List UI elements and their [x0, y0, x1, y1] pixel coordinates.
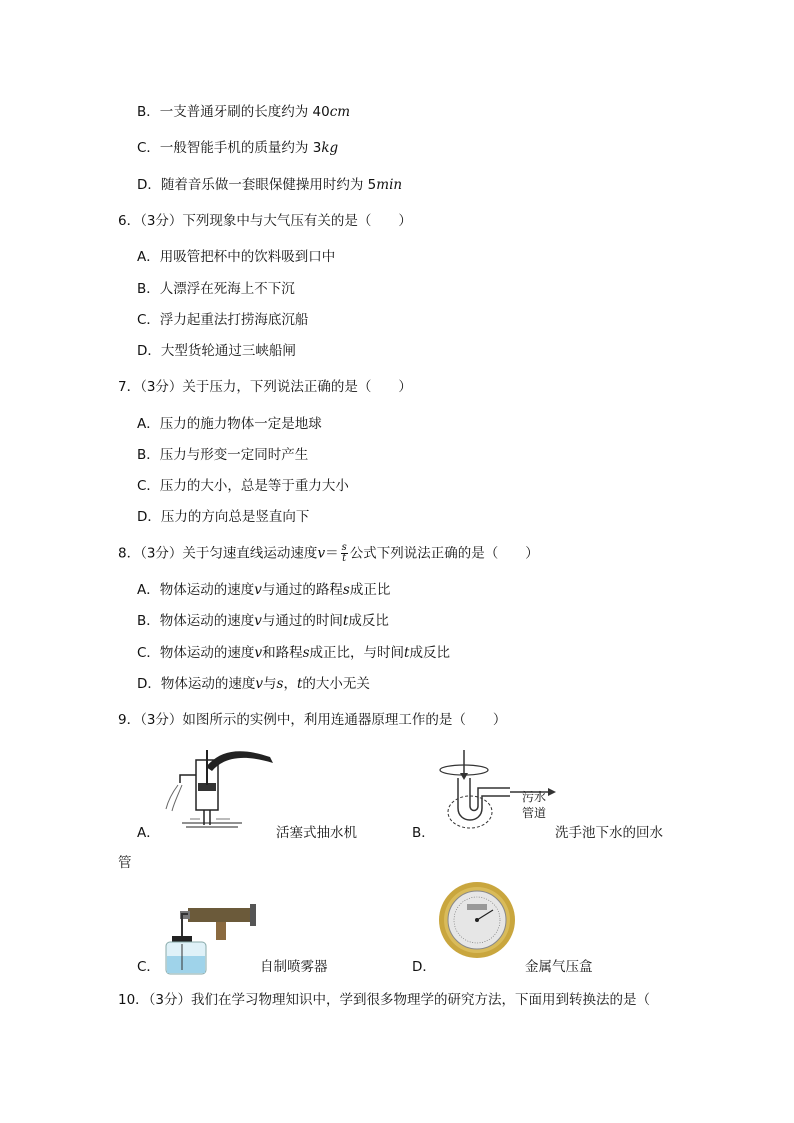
q9-option-b-caption: 洗手池下水的回水 [555, 825, 663, 841]
q5-option-d-unit: min [376, 177, 403, 193]
q5-option-d [137, 176, 402, 194]
q8-b-t1: 与通过的时间 [261, 613, 343, 629]
q8-c-t1: 和路程 [262, 645, 303, 661]
q9-stem: 9．（3分）如图所示的实例中，利用连通器原理工作的是（ ） [118, 712, 507, 728]
q8-a-t0: A．物体运动的速度 [137, 582, 255, 598]
q10-stem: 10．（3分）我们在学习物理知识中，学到很多物理学的研究方法，下面用到转换法的是（ [118, 992, 651, 1008]
q8-formula-eq: ＝ [325, 545, 339, 562]
q7-option-c: C．压力的大小，总是等于重力大小 [137, 478, 349, 494]
sink-fig-label-2: 管道 [522, 806, 547, 820]
q8-formula-denominator: t [342, 553, 347, 564]
q5-option-c-unit: kg [321, 140, 339, 156]
q8-a-s: s [342, 582, 350, 598]
q8-c-t0: C．物体运动的速度 [137, 645, 255, 661]
q8-d-t: t [296, 676, 303, 692]
barometer-figure [437, 880, 517, 960]
q8-option-b [137, 612, 389, 630]
q6-option-a: A．用吸管把杯中的饮料吸到口中 [137, 249, 336, 265]
q8-d-t2: ， [283, 676, 297, 692]
q6-option-b: B．人漂浮在死海上不下沉 [137, 281, 295, 297]
q8-a-v: v [254, 582, 262, 598]
q8-b-t0: B．物体运动的速度 [137, 613, 255, 629]
q9-option-b-caption-wrap: 管 [118, 855, 132, 871]
q8-c-t2: 成正比，与时间 [309, 645, 405, 661]
q5-option-b-text: B．一支普通牙刷的长度约为 40 [137, 104, 330, 120]
q5-option-c [137, 139, 338, 157]
q8-c-s: s [302, 645, 310, 661]
q8-option-a [137, 581, 390, 599]
q8-option-c [137, 644, 450, 662]
q8-a-t1: 与通过的路程 [261, 582, 343, 598]
q8-stem-post: 公式下列说法正确的是（ ） [349, 545, 539, 562]
q8-stem-pre: 8．（3分）关于匀速直线运动速度 [118, 545, 318, 562]
q8-c-v: v [254, 645, 263, 661]
q9-option-c-caption: 自制喷雾器 [260, 959, 328, 975]
q9-option-a-caption: 活塞式抽水机 [276, 825, 357, 841]
q9-option-a-label: A． [137, 825, 160, 841]
q8-formula-numerator: s [341, 542, 347, 553]
q8-formula-lhs: v [317, 545, 326, 562]
q9-option-d-label: D． [412, 959, 436, 975]
q8-d-t3: 的大小无关 [302, 676, 370, 692]
q5-option-b-unit: cm [329, 104, 351, 120]
q8-d-t0: D．物体运动的速度 [137, 676, 256, 692]
piston-pump-figure [160, 745, 280, 830]
q8-b-v: v [254, 613, 262, 629]
q6-stem: 6．（3分）下列现象中与大气压有关的是（ ） [118, 213, 412, 229]
q5-option-c-text: C．一般智能手机的质量约为 3 [137, 140, 322, 156]
q7-option-b: B．压力与形变一定同时产生 [137, 447, 309, 463]
q8-b-t: t [342, 613, 349, 629]
q8-formula-fraction [341, 543, 348, 564]
q8-stem [118, 543, 539, 564]
q8-b-t2: 成反比 [348, 613, 389, 629]
q9-option-d-caption: 金属气压盒 [525, 959, 593, 975]
q5-option-d-text: D．随着音乐做一套眼保健操用时约为 5 [137, 177, 377, 193]
sprayer-figure [160, 900, 270, 980]
q8-d-v: v [255, 676, 264, 692]
q9-option-b-label: B． [412, 825, 435, 841]
sink-fig-label-1: 污水 [522, 790, 547, 804]
q7-option-a: A．压力的施力物体一定是地球 [137, 416, 322, 432]
q8-a-t2: 成正比 [349, 582, 391, 598]
q5-option-b [137, 103, 350, 121]
q7-stem: 7．（3分）关于压力，下列说法正确的是（ ） [118, 379, 412, 395]
q6-option-c: C．浮力起重法打捞海底沉船 [137, 312, 309, 328]
q9-option-c-label: C． [137, 959, 160, 975]
q8-c-t3: 成反比 [409, 645, 450, 661]
q6-option-d: D．大型货轮通过三峡船闸 [137, 343, 296, 359]
q8-d-s: s [276, 676, 284, 692]
q8-c-t: t [404, 645, 410, 661]
q8-d-t1: 与 [263, 676, 277, 692]
q8-option-d [137, 675, 370, 693]
q7-option-d: D．压力的方向总是竖直向下 [137, 509, 310, 525]
